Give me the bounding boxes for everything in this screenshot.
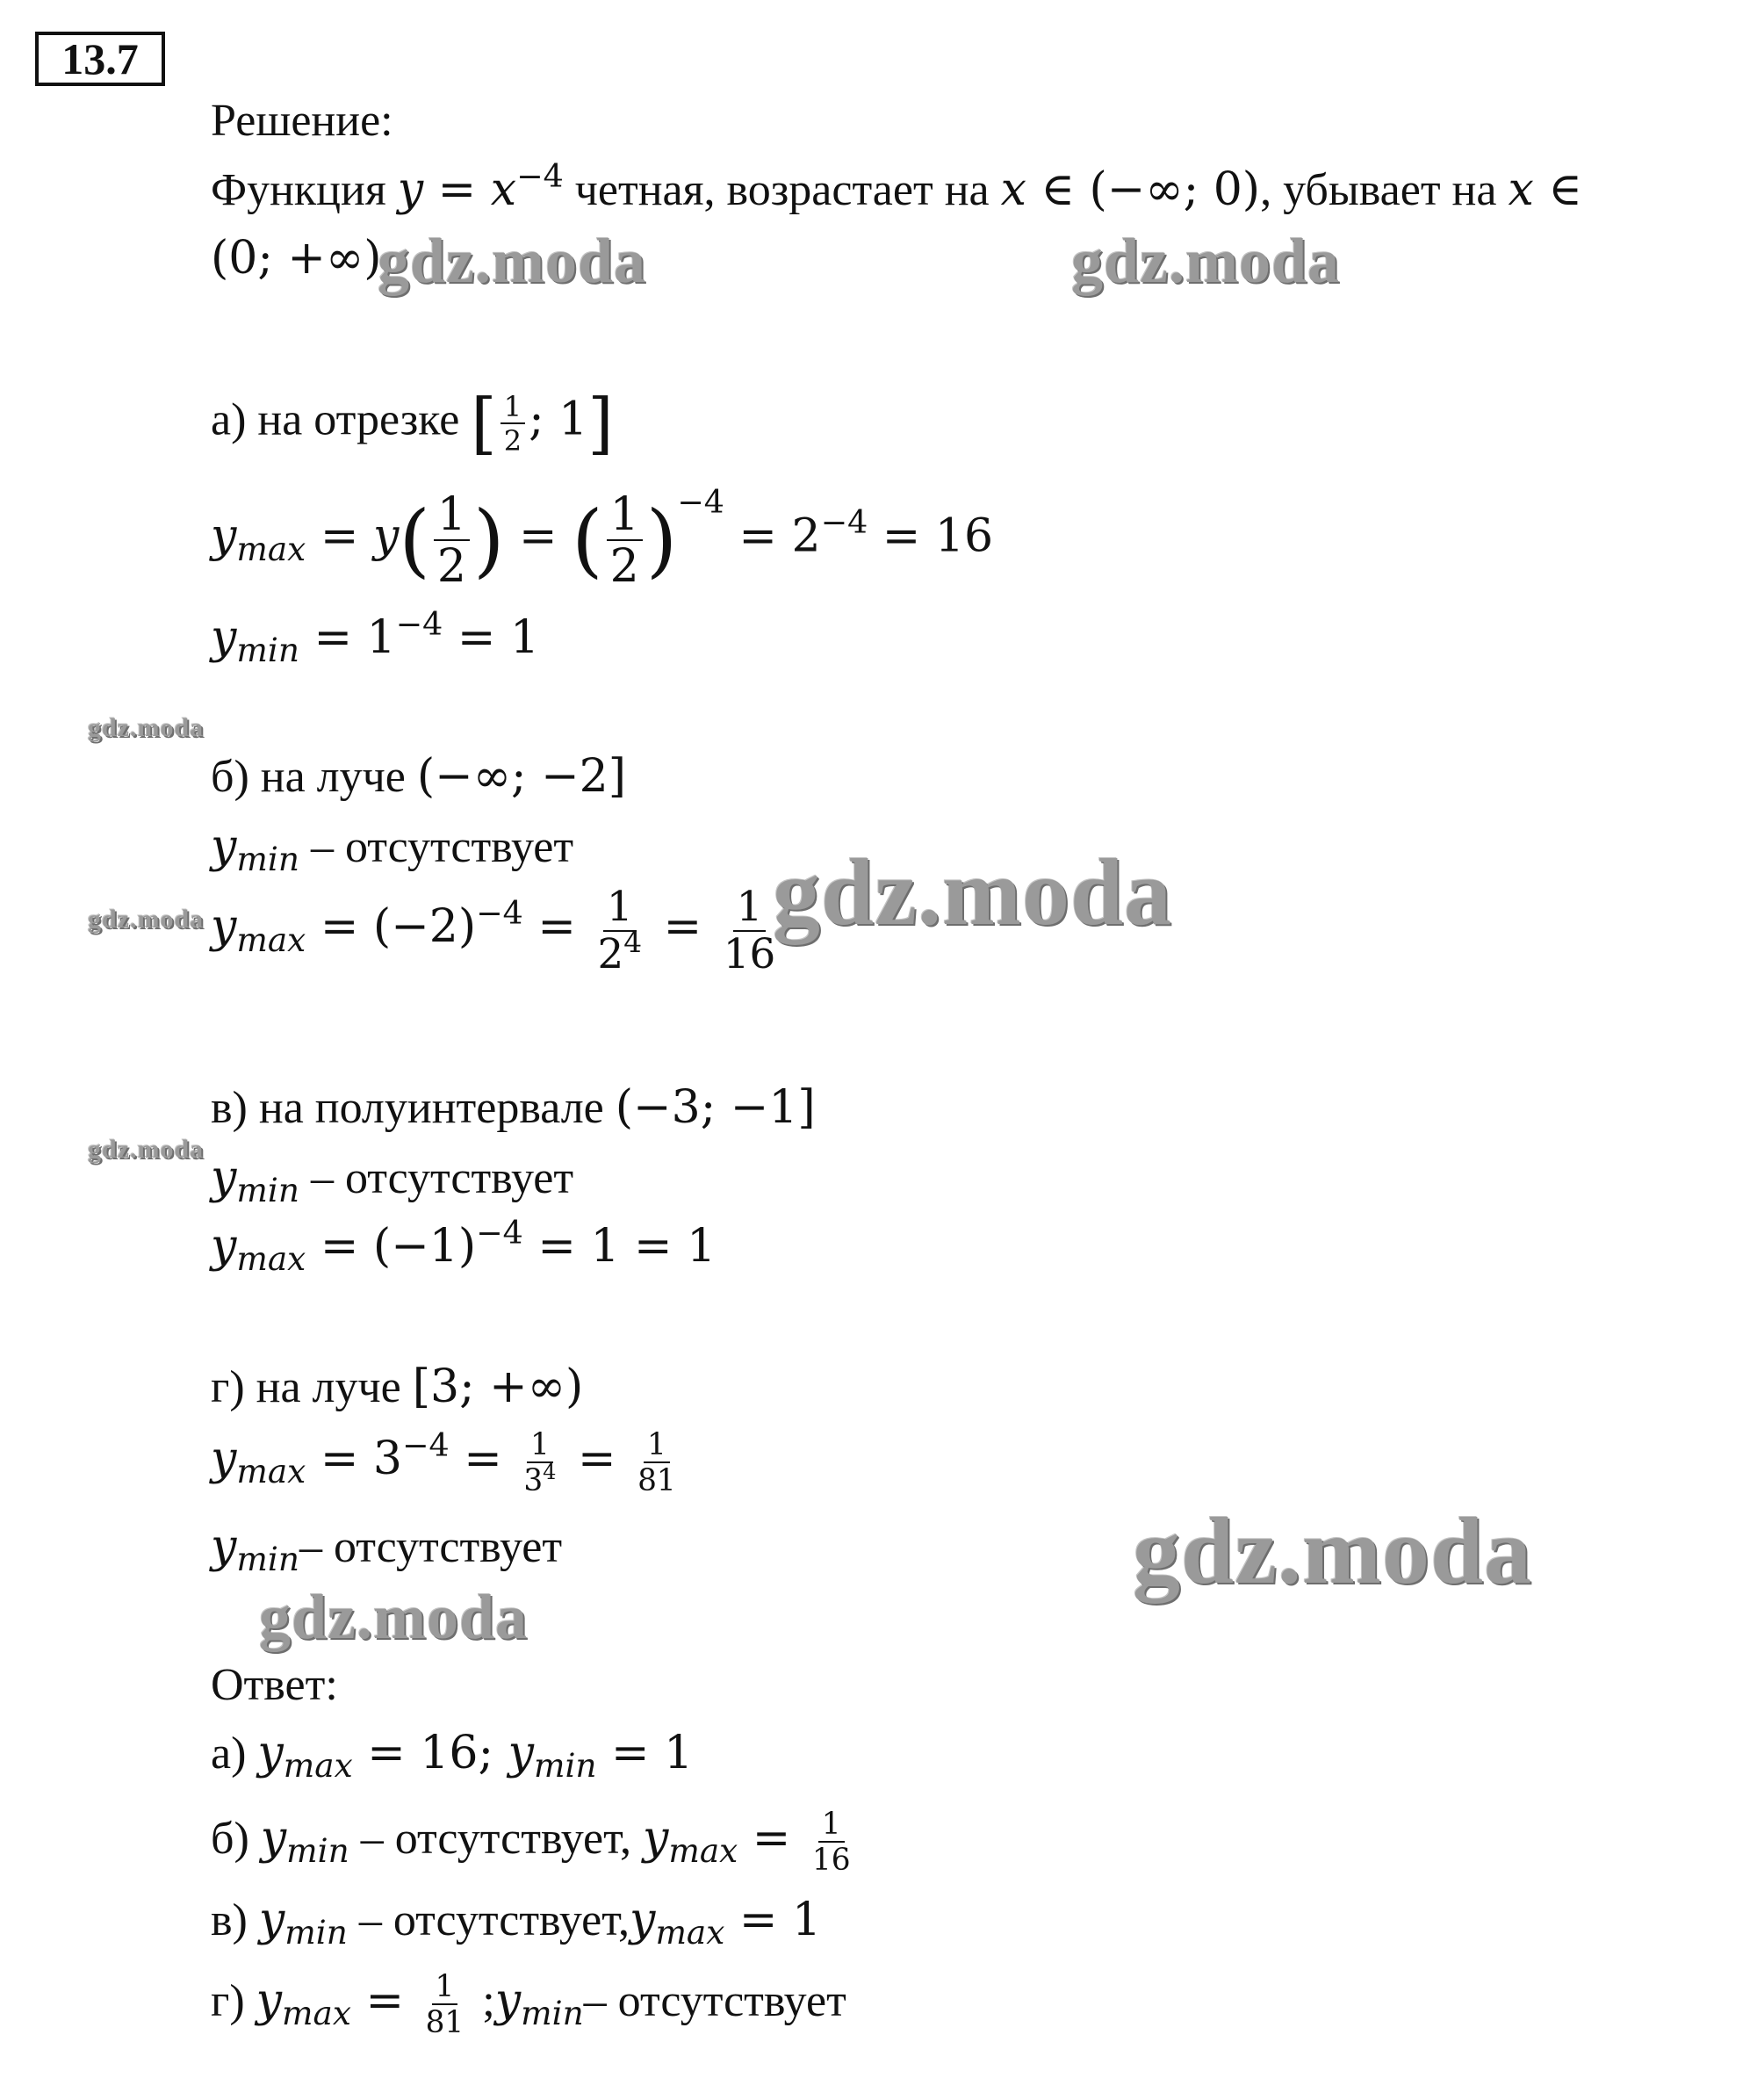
frac-den: 16 bbox=[723, 930, 776, 978]
part-a-ymax-eq-2: = bbox=[504, 509, 573, 563]
part-b-ymax-exp: −4 bbox=[476, 894, 523, 933]
part-a-ymax-line bbox=[211, 482, 994, 593]
part-a-ymax-y: y bbox=[211, 509, 237, 563]
answer-b-y1: y bbox=[260, 1811, 287, 1865]
answer-a bbox=[211, 1727, 694, 1786]
part-g-ymax-base: = 3 bbox=[306, 1432, 403, 1485]
part-a-ymin-eq: = 1 bbox=[299, 611, 396, 664]
frac-den bbox=[520, 1460, 559, 1499]
part-a-ymax-sub: max bbox=[236, 529, 306, 568]
frac-den-exp: 4 bbox=[623, 925, 643, 959]
watermark: gdz.moda bbox=[1133, 1499, 1533, 1604]
part-a-ymax-eq-3: = 2 bbox=[724, 509, 821, 563]
part-a-seg-end: ; 1 bbox=[529, 393, 588, 446]
part-a-open-bracket: [ bbox=[471, 385, 497, 462]
watermark: gdz.moda bbox=[773, 841, 1173, 945]
part-g-ymin-sub: min bbox=[236, 1540, 299, 1579]
answer-v-t2: = 1 bbox=[724, 1894, 822, 1946]
part-v-ymax-line bbox=[211, 1213, 717, 1279]
intro-x-2: x bbox=[1000, 163, 1026, 216]
part-b-ymax-y: y bbox=[211, 900, 237, 954]
part-a-seg-num: 1 bbox=[501, 393, 525, 424]
intro-x: x bbox=[490, 163, 517, 216]
part-a-segment-fraction bbox=[501, 390, 525, 458]
answer-v bbox=[211, 1894, 822, 1952]
part-b-ymax-line bbox=[211, 884, 782, 978]
part-g-ymax-y: y bbox=[211, 1432, 237, 1485]
part-g-ymax-eq-2: = bbox=[563, 1432, 631, 1485]
part-g-ymax-eq: = bbox=[449, 1432, 517, 1485]
intro-text-decreasing: , убывает на bbox=[1260, 165, 1509, 215]
answer-g-sub1: max bbox=[282, 1994, 351, 2033]
part-b-frac-1 bbox=[594, 884, 645, 978]
part-a-ymax-exp-2: −4 bbox=[820, 503, 868, 542]
part-a-ymin-exp: −4 bbox=[395, 604, 443, 643]
paren-close: ) bbox=[472, 494, 505, 587]
part-a-label: а) на отрезке bbox=[211, 394, 472, 445]
part-b-frac-2 bbox=[720, 884, 780, 978]
part-b-label: б) на луче bbox=[211, 752, 417, 802]
part-b-ymin-line bbox=[211, 820, 574, 879]
part-a-ymax-eq: = bbox=[306, 509, 373, 563]
answer-label: Ответ: bbox=[211, 1660, 338, 1710]
part-b-ymax-sub: max bbox=[236, 920, 306, 959]
answer-a-t1: = 16; bbox=[352, 1727, 508, 1779]
part-g-frac-2 bbox=[634, 1427, 680, 1499]
answer-a-sub2: min bbox=[533, 1746, 597, 1786]
intro-x-3: x bbox=[1508, 163, 1534, 216]
part-a-close-bracket: ] bbox=[587, 385, 614, 462]
part-b-ymin-y: y bbox=[211, 820, 237, 873]
frac-num: 1 bbox=[432, 1972, 458, 2005]
part-a-frac-2 bbox=[607, 488, 643, 593]
watermark: gdz.moda bbox=[88, 1135, 205, 1164]
answer-a-y1: y bbox=[257, 1727, 284, 1779]
answer-a-t2: = 1 bbox=[596, 1727, 694, 1779]
answer-g-sub2: min bbox=[521, 1994, 584, 2033]
intro-interval-1: (−∞; 0) bbox=[1089, 163, 1261, 216]
part-g-frac-1 bbox=[520, 1427, 559, 1499]
frac-den: 81 bbox=[425, 2005, 465, 2041]
part-g-interval: [3; +∞) bbox=[412, 1360, 584, 1413]
part-g-ymin-line bbox=[211, 1520, 563, 1579]
watermark: gdz.moda bbox=[1071, 226, 1341, 296]
part-a-frac-1 bbox=[434, 488, 470, 593]
watermark: gdz.moda bbox=[88, 905, 205, 934]
part-b-ymin-text: – отсутствует bbox=[299, 822, 574, 872]
part-a-ymax-result: = 16 bbox=[868, 509, 994, 563]
part-v-ymin-sub: min bbox=[236, 1171, 299, 1210]
part-v-ymin-line bbox=[211, 1151, 574, 1210]
answer-a-prefix: а) bbox=[211, 1728, 258, 1779]
answer-g-frac bbox=[422, 1969, 468, 2041]
answer-g bbox=[211, 1969, 846, 2041]
part-a-ymax-y2: y bbox=[372, 509, 400, 563]
answer-b-y2: y bbox=[642, 1811, 669, 1865]
answer-v-y2: y bbox=[630, 1894, 656, 1946]
watermark: gdz.moda bbox=[378, 226, 647, 296]
part-g-ymax-line bbox=[211, 1425, 683, 1499]
paren-close: ) bbox=[645, 494, 678, 587]
intro-exp: −4 bbox=[516, 156, 564, 195]
frac-den: 2 bbox=[436, 540, 466, 593]
answer-g-y2: y bbox=[494, 1974, 522, 2027]
part-g-ymax-exp: −4 bbox=[402, 1425, 450, 1464]
frac-den bbox=[594, 925, 645, 978]
answer-g-t2: ; bbox=[471, 1975, 495, 2026]
part-g-label-line bbox=[211, 1360, 584, 1413]
answer-b bbox=[211, 1807, 858, 1879]
answer-b-sub2: max bbox=[668, 1831, 738, 1871]
watermark: gdz.moda bbox=[259, 1582, 529, 1652]
intro-line-1 bbox=[211, 156, 1582, 216]
watermark: gdz.moda bbox=[88, 713, 205, 742]
frac-den-exp: 4 bbox=[543, 1460, 557, 1485]
frac-num: 1 bbox=[644, 1430, 670, 1463]
part-v-ymax-exp: −4 bbox=[476, 1213, 523, 1252]
part-a-ymin-y: y bbox=[211, 611, 237, 664]
part-b-interval: (−∞; −2] bbox=[416, 750, 627, 803]
paren-open: ( bbox=[572, 494, 603, 587]
part-b-ymax-base: = (−2) bbox=[306, 900, 477, 954]
part-a-ymin-sub: min bbox=[236, 631, 299, 670]
part-g-ymax-sub: max bbox=[236, 1452, 306, 1491]
intro-line-2 bbox=[211, 232, 382, 285]
part-v-ymax-result: = 1 = 1 bbox=[522, 1220, 717, 1273]
answer-b-sub1: min bbox=[286, 1831, 349, 1871]
answer-g-y1: y bbox=[256, 1974, 283, 2027]
part-v-label: в) на полуинтервале bbox=[211, 1083, 616, 1133]
part-g-ymin-y: y bbox=[211, 1520, 237, 1573]
answer-g-t1: = bbox=[350, 1974, 419, 2027]
frac-den-base: 2 bbox=[597, 930, 624, 978]
part-a-ymax-exp: −4 bbox=[677, 482, 724, 521]
part-v-label-line bbox=[211, 1081, 816, 1134]
answer-g-t3: – отсутствует bbox=[583, 1975, 846, 2026]
part-v-ymax-sub: max bbox=[236, 1239, 306, 1279]
intro-text-function: Функция bbox=[211, 165, 386, 215]
frac-num: 1 bbox=[818, 1809, 845, 1843]
answer-b-frac bbox=[809, 1807, 854, 1879]
solution-label: Решение: bbox=[211, 96, 393, 146]
part-v-ymin-text: – отсутствует bbox=[299, 1153, 574, 1203]
answer-v-sub1: min bbox=[284, 1913, 348, 1952]
part-a-ymin-result: = 1 bbox=[443, 611, 540, 664]
frac-num: 1 bbox=[603, 887, 637, 932]
part-v-interval: (−3; −1] bbox=[615, 1081, 816, 1134]
answer-v-prefix: в) bbox=[211, 1895, 259, 1945]
intro-interval-2: (0; +∞) bbox=[211, 232, 382, 285]
intro-y: y bbox=[397, 163, 424, 216]
answer-v-y1: y bbox=[258, 1894, 285, 1946]
part-a-seg-den: 2 bbox=[503, 424, 522, 458]
answer-g-prefix: г) bbox=[211, 1975, 256, 2026]
intro-in-1: ∈ bbox=[1026, 163, 1090, 216]
intro-eq: = bbox=[423, 163, 491, 216]
part-g-ymin-text: – отсутствует bbox=[299, 1522, 563, 1572]
frac-den: 16 bbox=[811, 1843, 851, 1879]
answer-b-t1: – отсутствует, bbox=[349, 1813, 643, 1864]
part-a-ymin-line bbox=[211, 604, 540, 670]
answer-b-t2: = bbox=[738, 1811, 805, 1865]
frac-num: 1 bbox=[434, 492, 470, 541]
part-b-label-line bbox=[211, 750, 627, 803]
problem-number: 13.7 bbox=[35, 32, 165, 86]
answer-b-prefix: б) bbox=[211, 1813, 261, 1864]
frac-num: 1 bbox=[733, 887, 767, 932]
part-b-ymax-eq-2: = bbox=[649, 900, 717, 954]
frac-den-base: 3 bbox=[523, 1463, 544, 1499]
part-v-ymax-base: = (−1) bbox=[306, 1220, 477, 1273]
frac-num: 1 bbox=[527, 1430, 553, 1463]
answer-a-sub1: max bbox=[283, 1746, 353, 1786]
intro-in-2: ∈ bbox=[1533, 163, 1582, 216]
part-v-ymax-y: y bbox=[211, 1220, 237, 1273]
answer-a-y2: y bbox=[508, 1727, 534, 1779]
part-b-ymin-sub: min bbox=[236, 840, 299, 879]
intro-text-even: четная, возрастает на bbox=[563, 165, 1001, 215]
part-g-label: г) на луче bbox=[211, 1362, 413, 1412]
answer-v-t1: – отсутствует, bbox=[347, 1895, 630, 1945]
frac-num: 1 bbox=[607, 492, 643, 541]
part-a-label-line bbox=[211, 385, 614, 462]
answer-v-sub2: max bbox=[655, 1913, 725, 1952]
frac-den: 81 bbox=[637, 1463, 676, 1499]
frac-den: 2 bbox=[609, 540, 639, 593]
part-b-ymax-eq: = bbox=[522, 900, 591, 954]
part-v-ymin-y: y bbox=[211, 1151, 237, 1204]
paren-open: ( bbox=[399, 494, 430, 587]
